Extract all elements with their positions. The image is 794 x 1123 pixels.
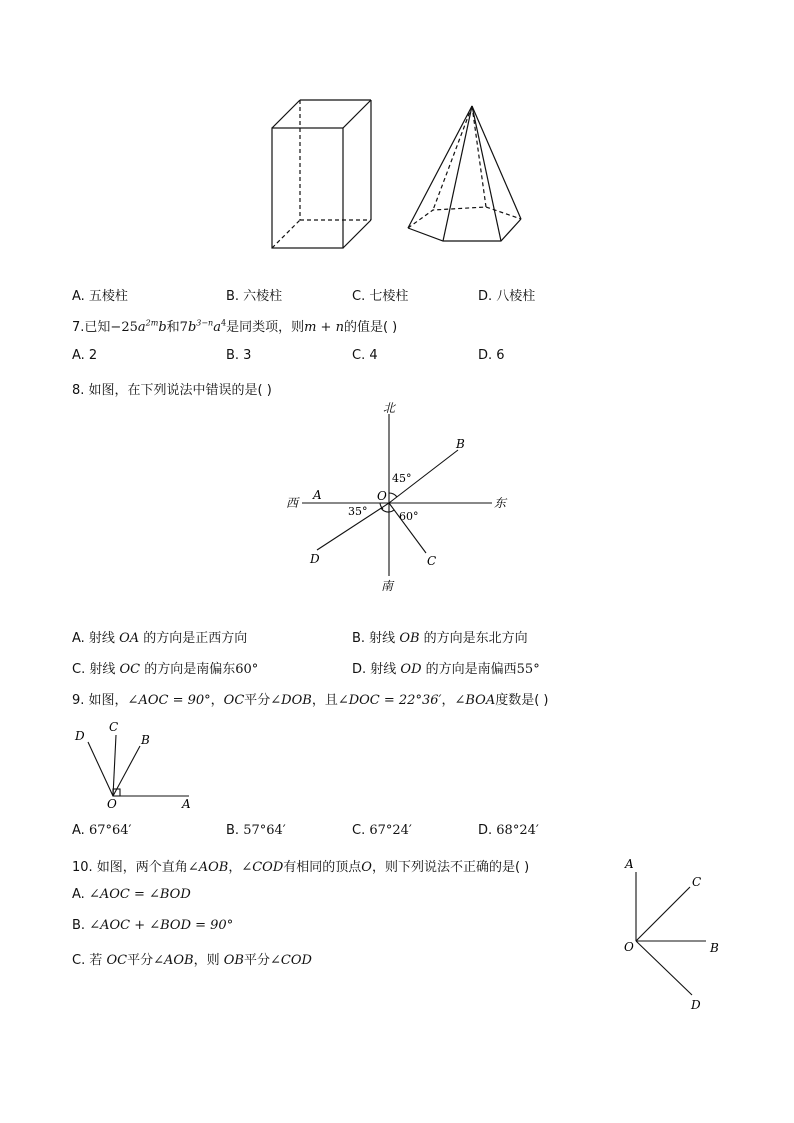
q10-option-c[interactable]: C. 若 OC平分∠AOB，则 OB平分∠COD <box>72 953 312 968</box>
q7-term2-a: a <box>213 320 221 335</box>
q7-term1-a: a <box>137 320 146 335</box>
q9-question: 9. 如图，∠AOC = 90°，OC平分∠DOB，且∠DOC = 22°36′，∠BOA度数是( ) <box>72 693 549 708</box>
east-label: 东 <box>494 496 507 510</box>
q7-option-a[interactable]: A. 2 <box>72 348 98 363</box>
q7-option-b[interactable]: B. 3 <box>226 348 252 363</box>
q10-question: 10. 如图，两个直角∠AOB，∠COD有相同的顶点O，则下列说法不正确的是( ) <box>72 860 530 875</box>
q7-option-d[interactable]: D. 6 <box>478 348 505 363</box>
angle-35-label: 35° <box>348 505 368 518</box>
point-o-label: O <box>377 489 387 503</box>
q10-point-a-label: A <box>625 857 634 871</box>
q7-term1-coef: −25 <box>110 320 138 335</box>
q7-and: 和 <box>166 320 180 335</box>
q8-question: 8. 如图，在下列说法中错误的是( ) <box>72 383 272 398</box>
q9-option-c[interactable]: C. 67°24′ <box>352 823 412 838</box>
q7-post: 的值是( ) <box>343 320 398 335</box>
q9-point-d-label: D <box>75 729 85 743</box>
q9-point-b-label: B <box>141 733 150 747</box>
west-label: 西 <box>286 496 299 510</box>
angle-60-label: 60° <box>399 510 419 523</box>
q10-option-a[interactable]: A. ∠AOC = ∠BOD <box>72 887 191 902</box>
q7-term1-exp: 2m <box>145 318 159 328</box>
q9-option-d[interactable]: D. 68°24′ <box>478 823 539 838</box>
south-label: 南 <box>381 579 394 593</box>
q6-option-a[interactable]: A. 五棱柱 <box>72 289 128 304</box>
q8-option-b[interactable]: B. 射线 OB 的方向是东北方向 <box>352 631 528 646</box>
q8-option-a[interactable]: A. 射线 OA 的方向是正西方向 <box>72 631 248 646</box>
q10-point-o-label: O <box>624 940 634 954</box>
q9-option-b[interactable]: B. 57°64′ <box>226 823 286 838</box>
point-b-label: B <box>456 437 465 451</box>
q6-option-c[interactable]: C. 七棱柱 <box>352 289 409 304</box>
q8-option-d[interactable]: D. 射线 OD 的方向是南偏西55° <box>352 662 540 677</box>
q9-point-o-label: O <box>107 797 117 811</box>
q7-number: 7. <box>72 320 85 335</box>
north-label: 北 <box>383 401 396 415</box>
q10-point-c-label: C <box>692 875 702 889</box>
point-a-label: A <box>313 488 322 502</box>
q8-option-c[interactable]: C. 射线 OC 的方向是南偏东60° <box>72 662 259 677</box>
point-c-label: C <box>427 554 437 568</box>
q7-term1-b: b <box>158 320 167 335</box>
q6-option-b[interactable]: B. 六棱柱 <box>226 289 283 304</box>
q7-term2-b: b <box>187 320 197 335</box>
q7-option-c[interactable]: C. 4 <box>352 348 378 363</box>
q9-point-c-label: C <box>109 720 119 734</box>
q7-expr: m + n <box>304 320 344 335</box>
q7-term2-exp2: 4 <box>220 318 227 328</box>
q7-term2-exp: 3−n <box>196 318 214 328</box>
point-d-label: D <box>310 552 320 566</box>
q6-option-d[interactable]: D. 八棱柱 <box>478 289 536 304</box>
q10-point-d-label: D <box>691 998 701 1012</box>
q10-option-b[interactable]: B. ∠AOC + ∠BOD = 90° <box>72 918 234 933</box>
q9-point-a-label: A <box>182 797 191 811</box>
q7-pre: 已知 <box>84 320 111 335</box>
angle-45-label: 45° <box>392 472 412 485</box>
q10-point-b-label: B <box>710 941 719 955</box>
q7-term2-coef: 7 <box>179 320 188 335</box>
q7-mid: 是同类项，则 <box>226 320 305 335</box>
q9-option-a[interactable]: A. 67°64′ <box>72 823 132 838</box>
